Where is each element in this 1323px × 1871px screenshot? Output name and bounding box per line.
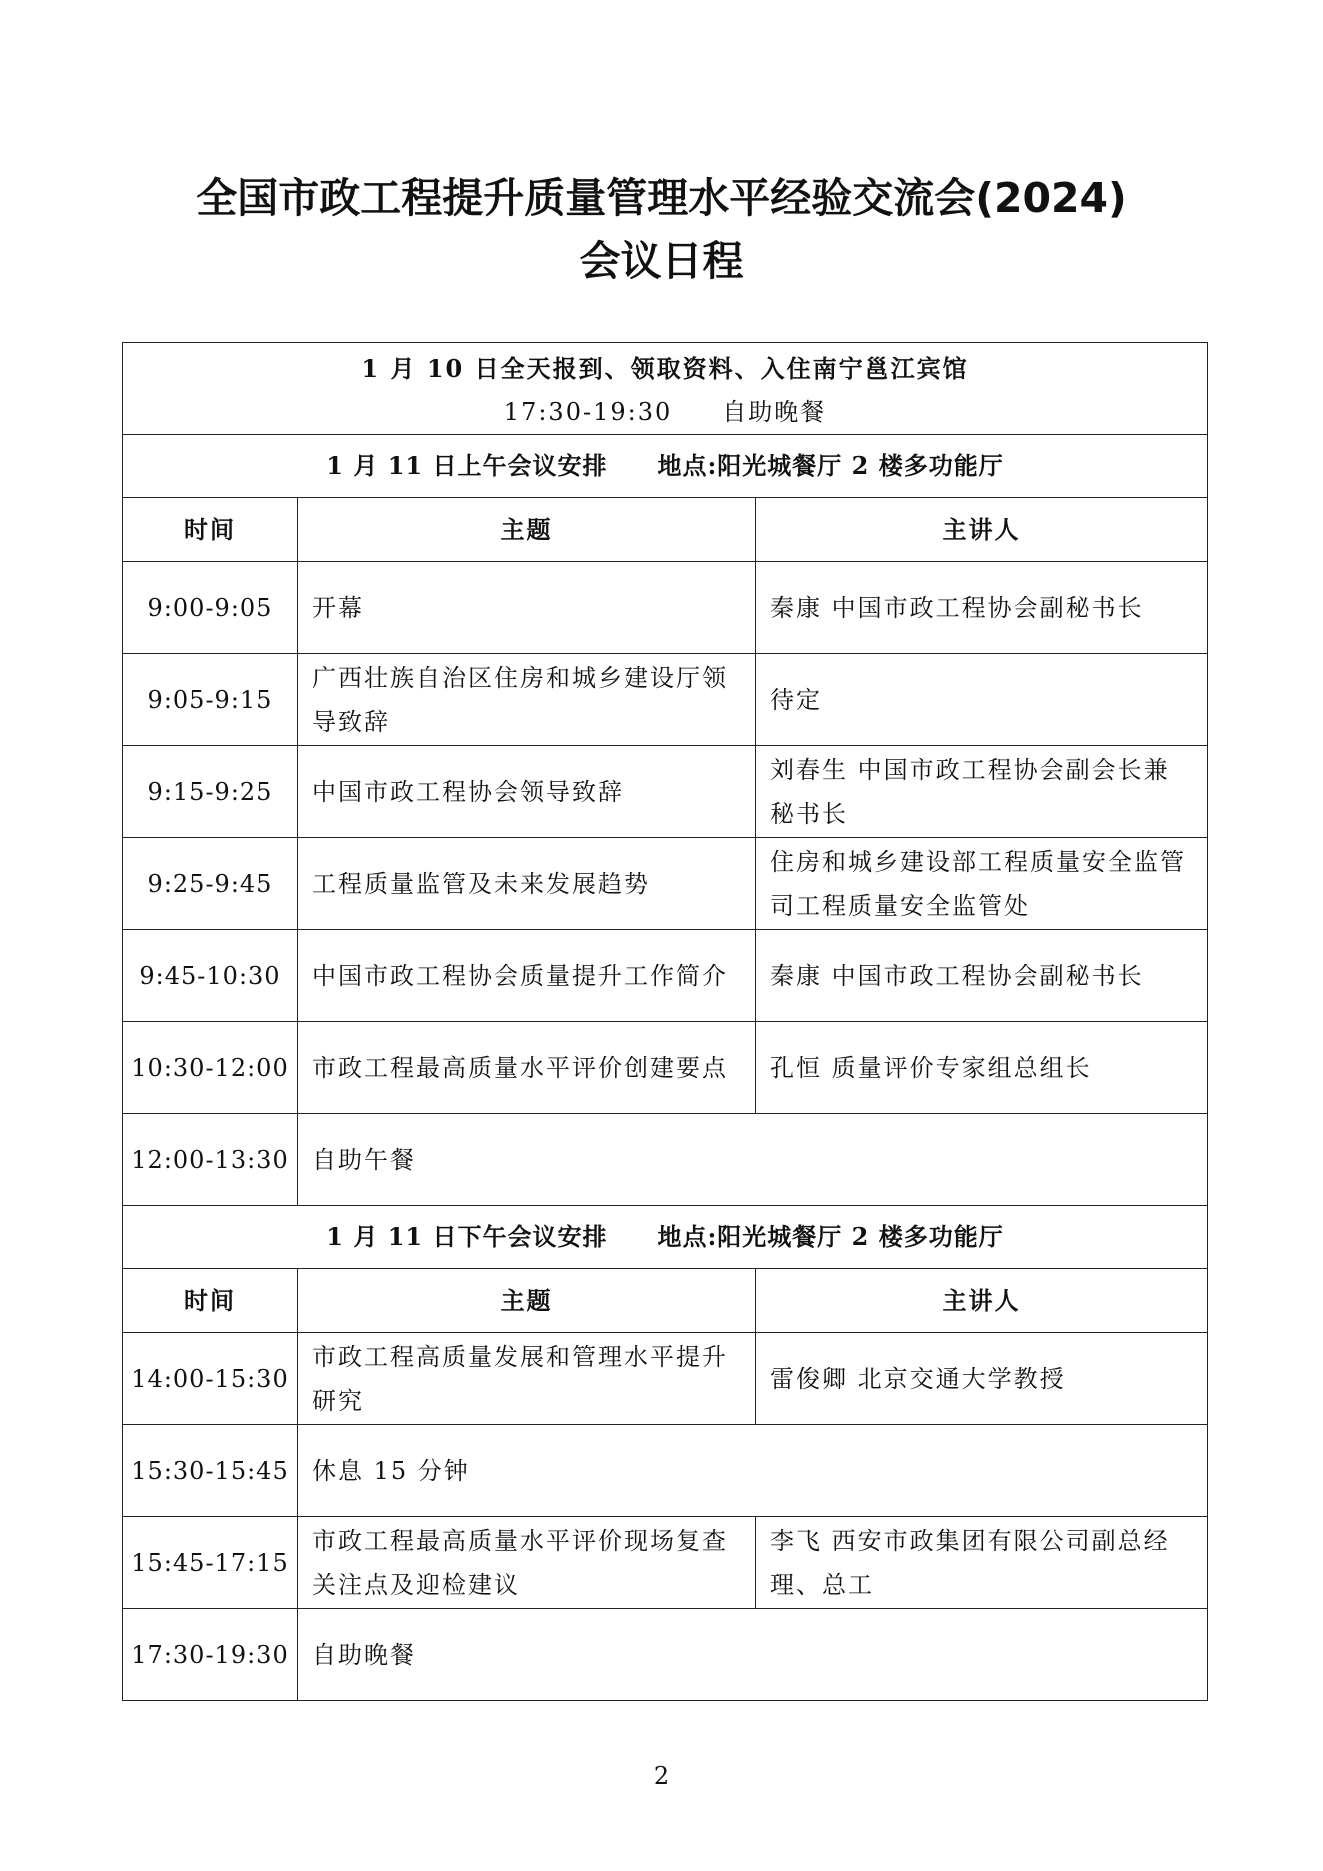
morning-venue: 地点:阳光城餐厅 2 楼多功能厅: [657, 451, 1004, 480]
afternoon-section-row: [123, 1206, 1208, 1269]
time-cell: 9:45-10:30: [123, 930, 298, 1022]
morning-heading-text: 1 月 11 日上午会议安排: [326, 451, 608, 480]
table-row: [123, 1609, 1208, 1701]
topic-cell: 休息 15 分钟: [298, 1425, 1208, 1517]
morning-header-row: [123, 498, 1208, 562]
speaker-cell: 住房和城乡建设部工程质量安全监管司工程质量安全监管处: [756, 838, 1208, 930]
speaker-cell: 刘春生 中国市政工程协会副会长兼秘书长: [756, 746, 1208, 838]
table-row: [123, 654, 1208, 746]
speaker-cell: 待定: [756, 654, 1208, 746]
topic-cell: 市政工程最高质量水平评价现场复查关注点及迎检建议: [298, 1517, 756, 1609]
topic-cell: 中国市政工程协会领导致辞: [298, 746, 756, 838]
afternoon-venue: 地点:阳光城餐厅 2 楼多功能厅: [657, 1222, 1004, 1251]
table-row: [123, 562, 1208, 654]
time-cell: 14:00-15:30: [123, 1333, 298, 1425]
afternoon-header-row: [123, 1269, 1208, 1333]
schedule-table: [122, 342, 1208, 1701]
registration-dinner: [137, 392, 1193, 432]
registration-line: 1 月 10 日全天报到、领取资料、入住南宁邕江宾馆: [361, 353, 969, 383]
time-cell: 9:15-9:25: [123, 746, 298, 838]
document-title: 全国市政工程提升质量管理水平经验交流会(2024): [196, 174, 1127, 222]
time-cell: 9:05-9:15: [123, 654, 298, 746]
time-cell: 10:30-12:00: [123, 1022, 298, 1114]
afternoon-section-heading: [123, 1206, 1208, 1269]
table-row: [123, 1333, 1208, 1425]
speaker-cell: 李飞 西安市政集团有限公司副总经理、总工: [756, 1517, 1208, 1609]
speaker-cell: 秦康 中国市政工程协会副秘书长: [756, 562, 1208, 654]
topic-cell: 自助午餐: [298, 1114, 1208, 1206]
header-time: 时间: [123, 498, 298, 562]
time-cell: 15:30-15:45: [123, 1425, 298, 1517]
topic-cell: 工程质量监管及未来发展趋势: [298, 838, 756, 930]
table-row: [123, 1517, 1208, 1609]
table-row: [123, 1022, 1208, 1114]
table-row: [123, 838, 1208, 930]
registration-row: [123, 343, 1208, 435]
registration-dinner-activity: 自助晚餐: [722, 397, 827, 426]
document-subtitle: 会议日程: [579, 237, 744, 285]
header-topic: 主题: [298, 498, 756, 562]
morning-section-heading: [123, 435, 1208, 498]
time-cell: 12:00-13:30: [123, 1114, 298, 1206]
time-cell: 17:30-19:30: [123, 1609, 298, 1701]
morning-section-row: [123, 435, 1208, 498]
speaker-cell: 雷俊卿 北京交通大学教授: [756, 1333, 1208, 1425]
header-speaker: 主讲人: [756, 498, 1208, 562]
afternoon-heading-text: 1 月 11 日下午会议安排: [326, 1222, 608, 1251]
table-row: [123, 746, 1208, 838]
table-row: [123, 930, 1208, 1022]
topic-cell: 开幕: [298, 562, 756, 654]
time-cell: 9:25-9:45: [123, 838, 298, 930]
topic-cell: 广西壮族自治区住房和城乡建设厅领导致辞: [298, 654, 756, 746]
time-cell: 15:45-17:15: [123, 1517, 298, 1609]
speaker-cell: 秦康 中国市政工程协会副秘书长: [756, 930, 1208, 1022]
header-speaker: 主讲人: [756, 1269, 1208, 1333]
header-topic: 主题: [298, 1269, 756, 1333]
registration-dinner-time: 17:30-19:30: [503, 397, 673, 426]
time-cell: 9:00-9:05: [123, 562, 298, 654]
page-number: 2: [653, 1762, 670, 1790]
topic-cell: 自助晚餐: [298, 1609, 1208, 1701]
registration-cell: [123, 343, 1208, 435]
topic-cell: 市政工程高质量发展和管理水平提升研究: [298, 1333, 756, 1425]
table-row: [123, 1425, 1208, 1517]
topic-cell: 市政工程最高质量水平评价创建要点: [298, 1022, 756, 1114]
speaker-cell: 孔恒 质量评价专家组总组长: [756, 1022, 1208, 1114]
header-time: 时间: [123, 1269, 298, 1333]
topic-cell: 中国市政工程协会质量提升工作简介: [298, 930, 756, 1022]
table-row: [123, 1114, 1208, 1206]
